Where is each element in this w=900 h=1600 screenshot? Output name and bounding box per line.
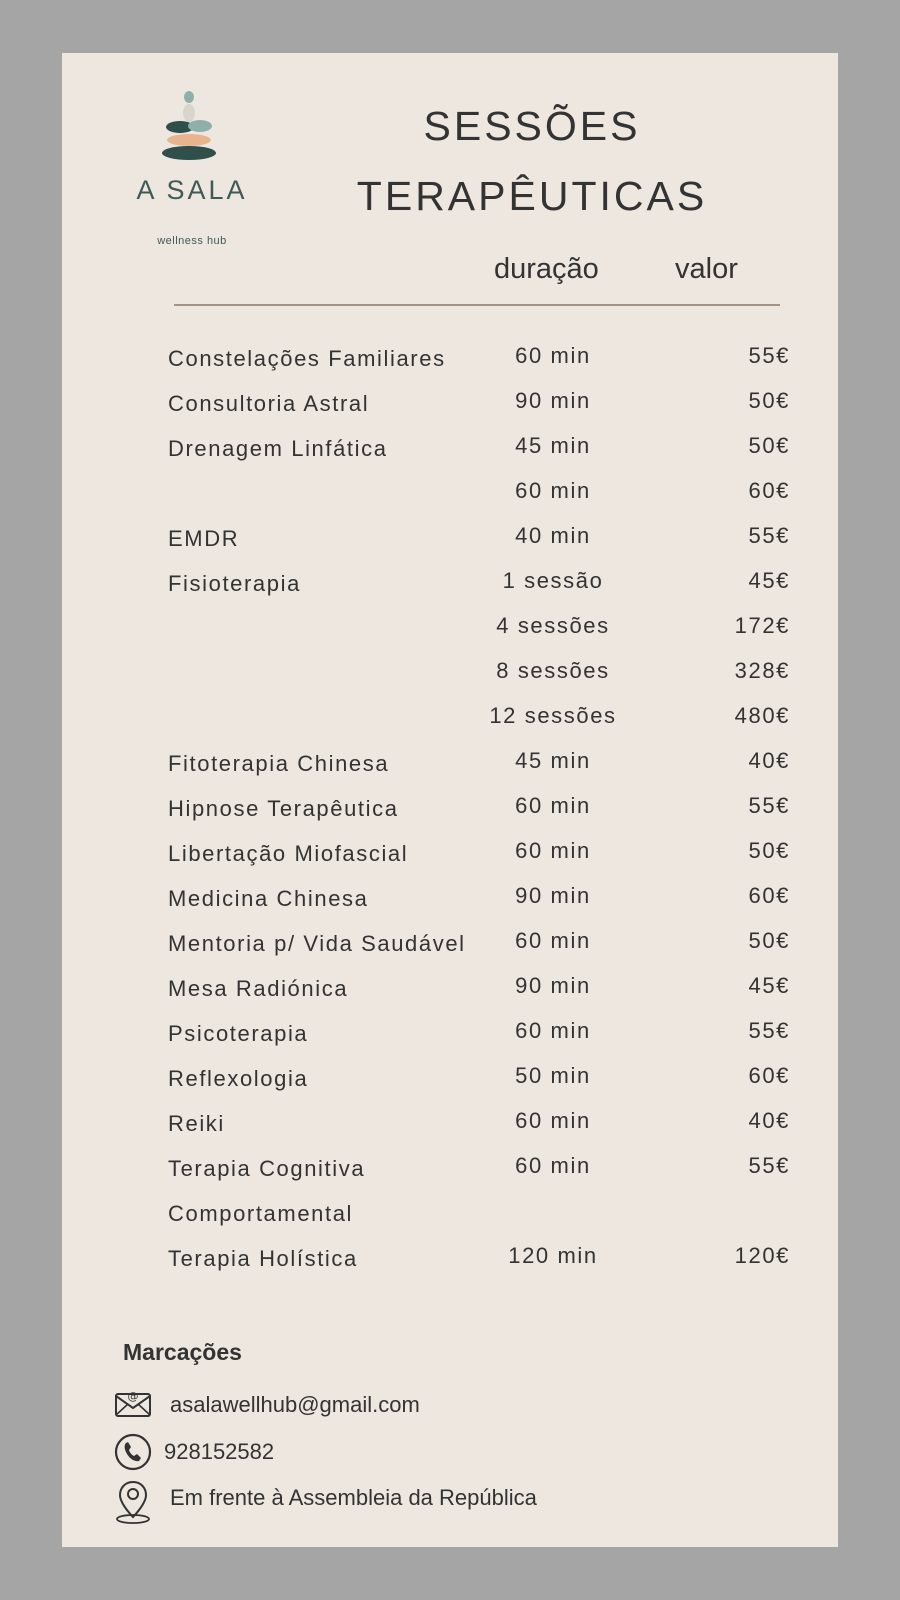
session-price: 328€ xyxy=(734,658,790,683)
session-row xyxy=(62,970,838,1015)
contact-email-text: asalawellhub@gmail.com xyxy=(170,1392,420,1417)
contact-address-text: Em frente à Assembleia da República xyxy=(170,1485,537,1510)
session-row xyxy=(62,1195,838,1240)
brand-name: A SALA xyxy=(136,175,248,205)
sessions-list xyxy=(62,340,838,1285)
location-pin-icon xyxy=(114,1479,152,1525)
session-duration: 12 sessões xyxy=(489,703,617,728)
session-name: Comportamental xyxy=(168,1201,354,1226)
session-row xyxy=(62,1060,838,1105)
session-row xyxy=(62,1240,838,1285)
header-divider xyxy=(174,304,780,306)
session-row xyxy=(62,835,838,880)
session-price: 55€ xyxy=(748,1153,790,1178)
session-row xyxy=(62,430,838,475)
session-name: Reiki xyxy=(168,1111,225,1136)
session-duration: 60 min xyxy=(515,343,591,368)
session-price: 120€ xyxy=(734,1243,790,1268)
session-name: Mentoria p/ Vida Saudável xyxy=(168,931,466,956)
session-name: Reflexologia xyxy=(168,1066,309,1091)
phone-icon xyxy=(114,1433,152,1471)
session-price: 50€ xyxy=(748,838,790,863)
session-row xyxy=(62,610,838,655)
session-price: 40€ xyxy=(748,1108,790,1133)
session-duration: 60 min xyxy=(515,838,591,863)
session-row xyxy=(62,925,838,970)
session-name: Terapia Cognitiva xyxy=(168,1156,366,1181)
session-name: Mesa Radiónica xyxy=(168,976,349,1001)
price-list-card xyxy=(62,53,838,1547)
session-price: 55€ xyxy=(748,523,790,548)
session-row xyxy=(62,790,838,835)
session-duration: 8 sessões xyxy=(496,658,610,683)
session-name: Hipnose Terapêutica xyxy=(168,796,399,821)
page-title-line2: TERAPÊUTICAS xyxy=(356,173,708,219)
session-price: 60€ xyxy=(748,883,790,908)
session-row xyxy=(62,1150,838,1195)
session-name: Fitoterapia Chinesa xyxy=(168,751,390,776)
session-name: Terapia Holística xyxy=(168,1246,358,1271)
session-duration: 90 min xyxy=(515,388,591,413)
session-row xyxy=(62,475,838,520)
session-price: 50€ xyxy=(748,433,790,458)
session-name: Consultoria Astral xyxy=(168,391,370,416)
stacked-stones-logo-icon xyxy=(158,89,228,169)
session-name: Drenagem Linfática xyxy=(168,436,388,461)
session-duration: 40 min xyxy=(515,523,591,548)
session-duration: 60 min xyxy=(515,478,591,503)
contact-phone[interactable] xyxy=(114,1433,814,1473)
session-duration: 60 min xyxy=(515,928,591,953)
session-price: 45€ xyxy=(748,568,790,593)
page-title-line1: SESSÕES xyxy=(423,103,641,149)
session-duration: 45 min xyxy=(515,433,591,458)
brand-subtitle: wellness hub xyxy=(157,235,227,247)
session-price: 60€ xyxy=(748,1063,790,1088)
column-header-duration: duração xyxy=(494,253,599,285)
brand-logo xyxy=(132,89,252,247)
session-duration: 60 min xyxy=(515,1108,591,1133)
session-price: 480€ xyxy=(734,703,790,728)
session-price: 55€ xyxy=(748,793,790,818)
session-name: Libertação Miofascial xyxy=(168,841,409,866)
session-duration: 60 min xyxy=(515,1018,591,1043)
session-price: 40€ xyxy=(748,748,790,773)
svg-text:@: @ xyxy=(127,1390,139,1403)
session-duration: 1 sessão xyxy=(502,568,604,593)
session-price: 45€ xyxy=(748,973,790,998)
session-row xyxy=(62,655,838,700)
session-price: 60€ xyxy=(748,478,790,503)
session-row xyxy=(62,880,838,925)
column-header-price: valor xyxy=(675,253,738,285)
session-price: 50€ xyxy=(748,388,790,413)
session-row xyxy=(62,1105,838,1150)
session-price: 55€ xyxy=(748,343,790,368)
session-name: Fisioterapia xyxy=(168,571,301,596)
session-row xyxy=(62,565,838,610)
session-row xyxy=(62,1015,838,1060)
session-duration: 120 min xyxy=(508,1243,598,1268)
session-row xyxy=(62,340,838,385)
session-row xyxy=(62,745,838,790)
session-row xyxy=(62,700,838,745)
session-duration: 4 sessões xyxy=(496,613,610,638)
session-row xyxy=(62,385,838,430)
session-duration: 90 min xyxy=(515,973,591,998)
session-duration: 60 min xyxy=(515,1153,591,1178)
session-duration: 50 min xyxy=(515,1063,591,1088)
envelope-at-icon xyxy=(114,1386,152,1418)
contact-email[interactable] xyxy=(114,1386,814,1426)
session-price: 50€ xyxy=(748,928,790,953)
session-name: Constelações Familiares xyxy=(168,346,446,371)
session-price: 55€ xyxy=(748,1018,790,1043)
session-duration: 60 min xyxy=(515,793,591,818)
session-name: EMDR xyxy=(168,526,240,551)
contact-phone-text: 928152582 xyxy=(164,1439,275,1464)
session-duration: 45 min xyxy=(515,748,591,773)
session-price: 172€ xyxy=(734,613,790,638)
contact-address[interactable] xyxy=(114,1479,814,1519)
session-name: Medicina Chinesa xyxy=(168,886,369,911)
session-row xyxy=(62,520,838,565)
booking-heading: Marcações xyxy=(123,1339,242,1365)
session-duration: 90 min xyxy=(515,883,591,908)
session-name: Psicoterapia xyxy=(168,1021,309,1046)
